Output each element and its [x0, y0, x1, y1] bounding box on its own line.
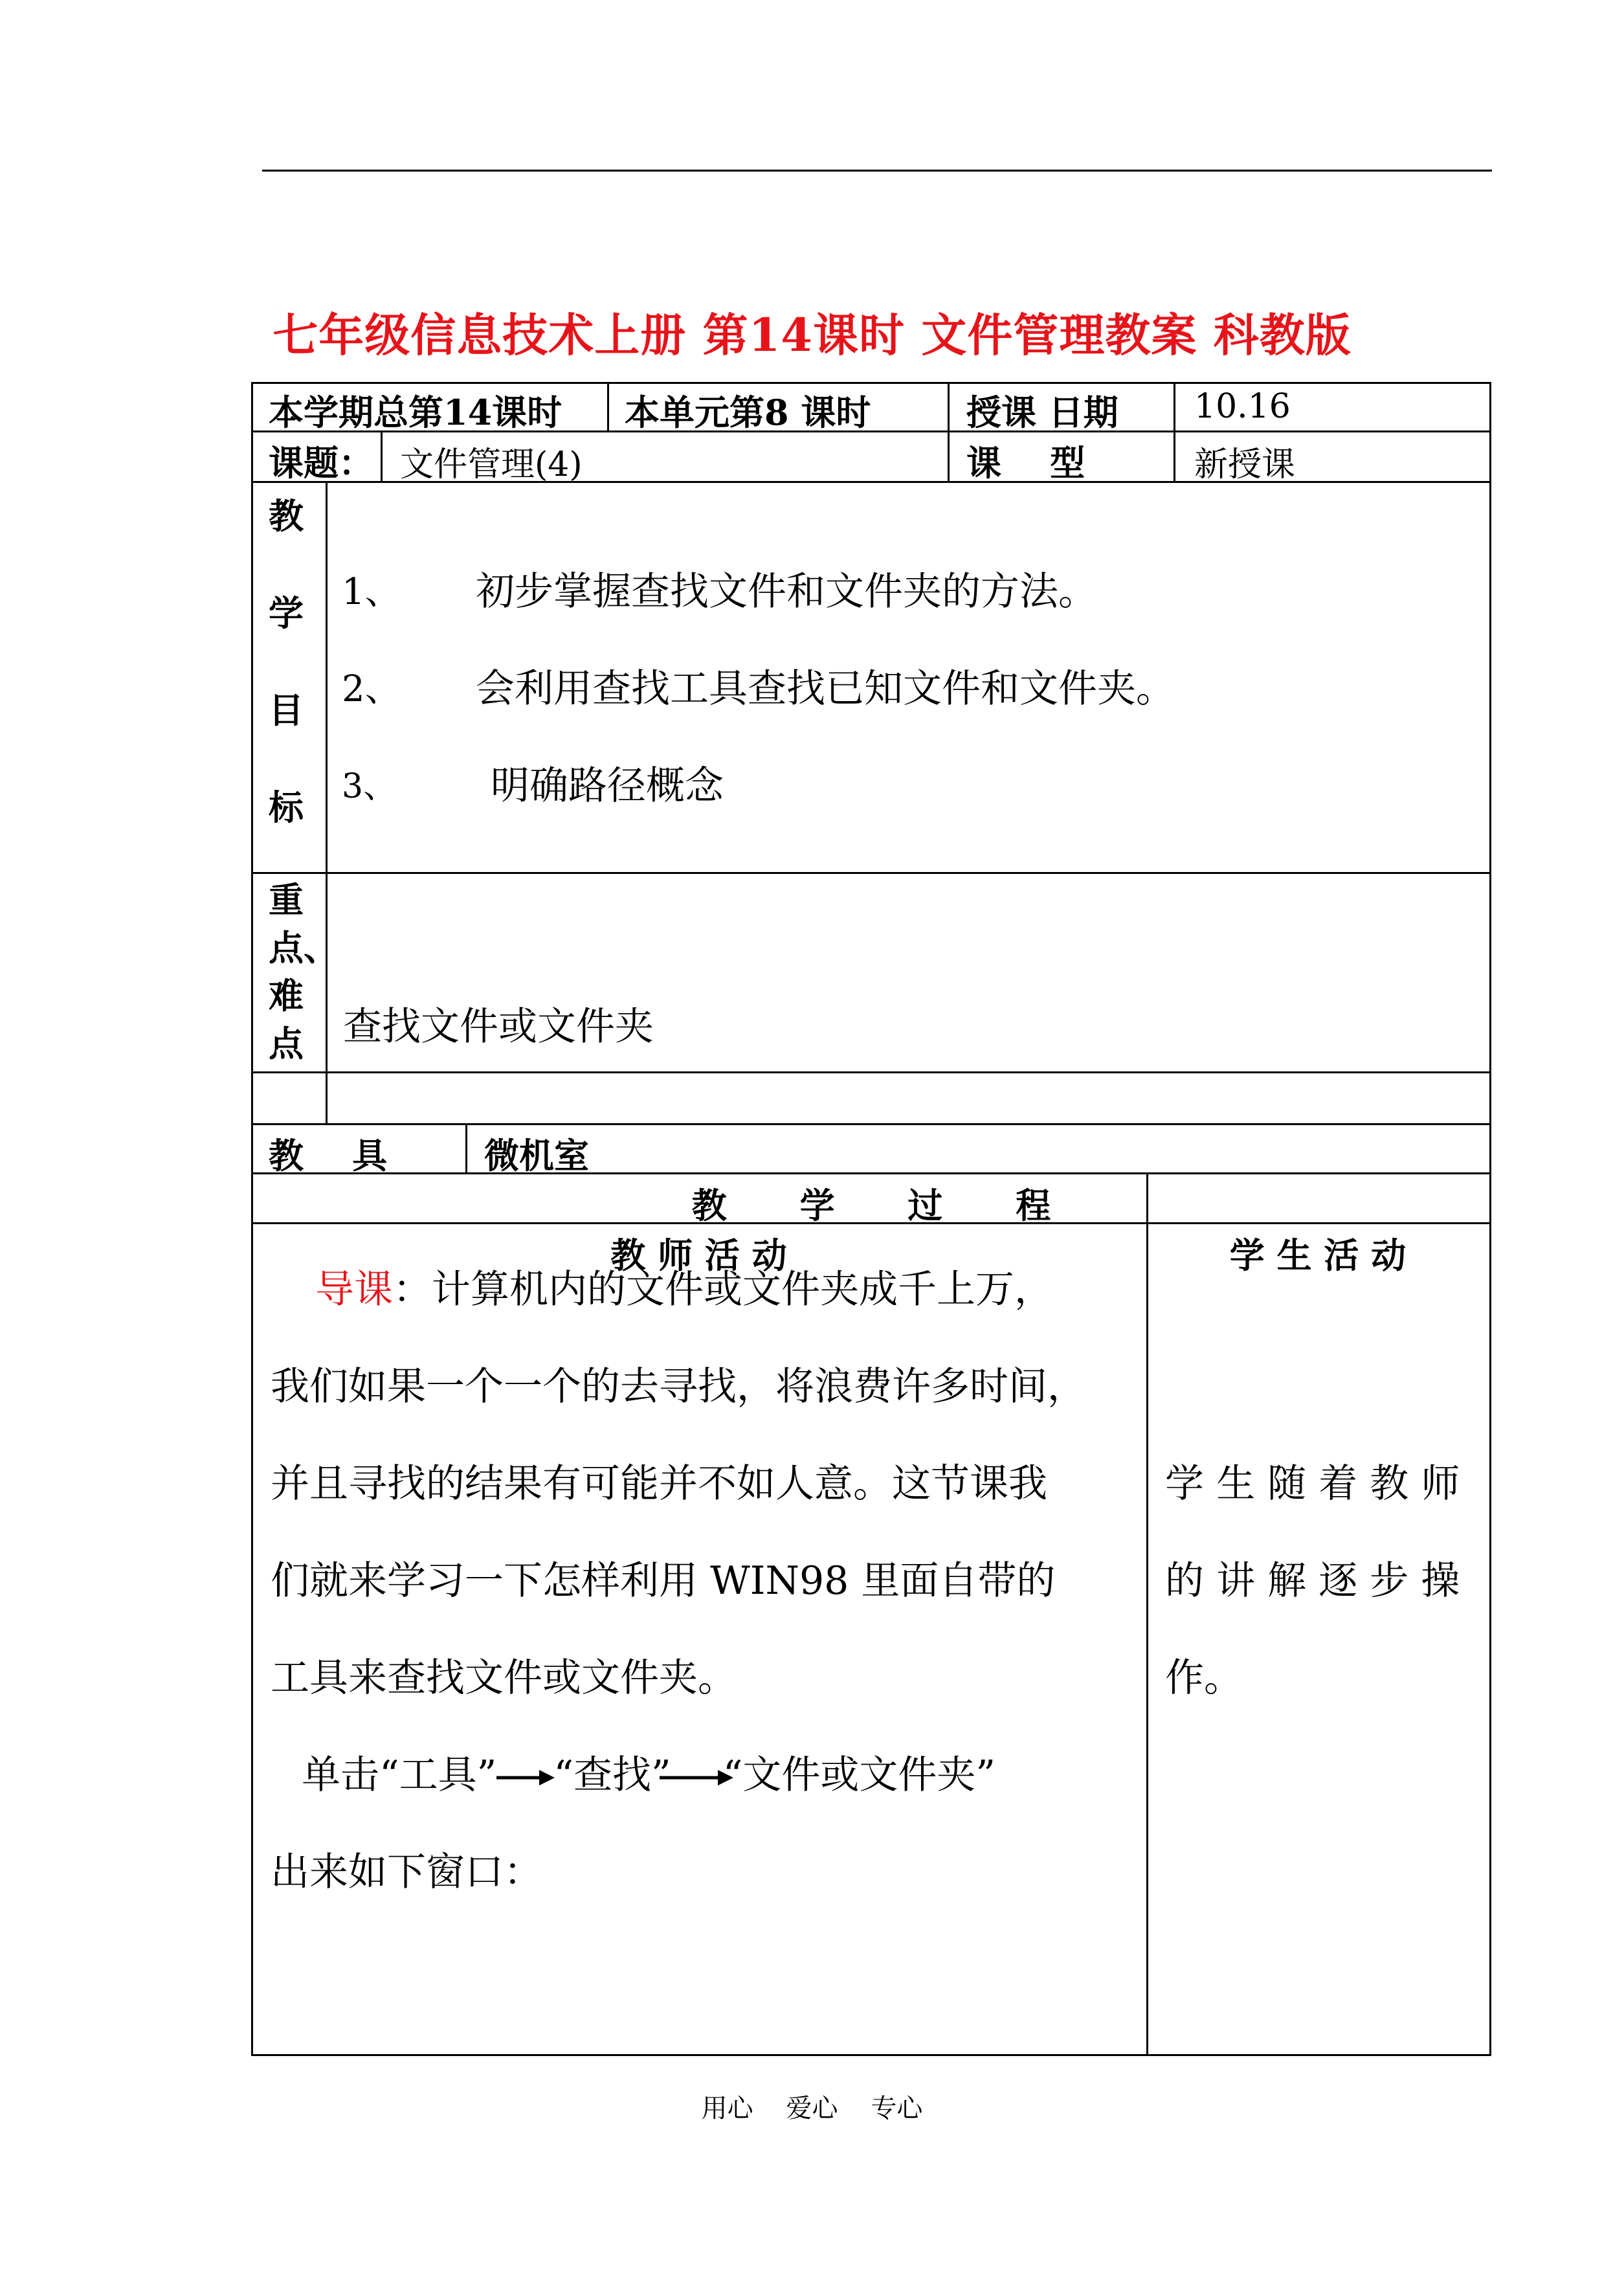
header-rule: [262, 170, 1492, 172]
step-file-or-folder: “文件或文件夹”: [722, 1752, 996, 1798]
table-line: [381, 431, 383, 482]
document-title: 七年级信息技术上册 第14课时 文件管理教案 科教版: [273, 308, 1351, 362]
teacher-activity-header: 教 师 活 动: [610, 1235, 787, 1276]
teacher-activity-line: 我们如果一个一个的去寻找，将浪费许多时间，: [271, 1364, 1086, 1409]
topic-label: 课题：: [269, 442, 373, 484]
objective-number: 2、: [342, 668, 401, 710]
teacher-activity-line: [315, 1257, 1053, 1322]
process-header: 教 学 过 程: [691, 1185, 1051, 1226]
objective-number: 3、: [342, 767, 397, 806]
objectives-label-char: 标: [269, 787, 304, 828]
objectives-label-char: 学: [269, 592, 304, 634]
objectives-label-char: 教: [269, 495, 304, 537]
objective-number: 1、: [342, 571, 401, 613]
student-activity-line: 作。: [1165, 1655, 1243, 1701]
key-points-label-line: 点、: [269, 927, 339, 968]
date-value: 10.16: [1194, 387, 1291, 426]
table-line: [251, 1123, 1491, 1125]
table-line: [251, 1071, 1491, 1073]
lead-in-text: ：计算机内的文件或文件夹成千上万，: [393, 1267, 1053, 1312]
student-activity-line: 学 生 随 着 教 师: [1165, 1461, 1460, 1506]
step-search: “查找”: [553, 1752, 671, 1798]
tools-label: 教 具: [269, 1135, 388, 1176]
total-lesson-label: 本学期总第14课时: [269, 392, 562, 433]
key-points-text: 查找文件或文件夹: [343, 1004, 654, 1049]
steps-line: [302, 1743, 996, 1807]
teacher-activity-line: 并且寻找的结果有可能并不如人意。这节课我: [271, 1461, 1047, 1506]
teacher-activity-line: 们就来学习一下怎样利用 WIN98 里面自带的: [271, 1558, 1056, 1604]
objective-text: 初步掌握查找文件和文件夹的方法。: [476, 569, 1097, 614]
lead-in-label: 导课: [315, 1267, 393, 1312]
key-points-label-line: 重: [269, 879, 304, 921]
unit-lesson-label: 本单元第8 课时: [625, 392, 871, 433]
objective-text: 会利用查找工具查找已知文件和文件夹。: [476, 666, 1175, 711]
table-line: [251, 872, 1491, 874]
table-line: [1174, 382, 1175, 483]
step-tools: “工具”: [379, 1752, 497, 1798]
topic-value: 文件管理(4): [400, 445, 583, 484]
table-line: [948, 382, 950, 483]
key-points-label-line: 点: [269, 1023, 304, 1064]
steps-prefix: 单击: [302, 1752, 379, 1798]
type-label: 课 型: [966, 442, 1085, 484]
table-line: [1146, 1172, 1148, 2056]
teacher-activity-line: 出来如下窗口：: [271, 1850, 542, 1895]
steps-line-clip: [253, 1743, 1145, 1814]
objectives-label-char: 目: [269, 689, 304, 731]
tools-value: 微机室: [484, 1135, 589, 1176]
table-line: [251, 2054, 1491, 2056]
table-line: [326, 481, 328, 1124]
table-line: [465, 1123, 467, 1174]
date-label: 授课 日期: [966, 392, 1118, 433]
table-line: [607, 382, 609, 432]
table-line: [251, 1172, 1491, 1174]
teacher-activity-line: 工具来查找文件或文件夹。: [271, 1655, 737, 1701]
student-activity-header: 学 生 活 动: [1229, 1235, 1407, 1276]
key-points-label-line: 难: [269, 975, 304, 1016]
type-value: 新授课: [1194, 445, 1296, 484]
student-activity-line: 的 讲 解 逐 步 操: [1165, 1558, 1460, 1604]
objective-text: 明确路径概念: [491, 763, 724, 809]
arrow-right-icon: [494, 1768, 556, 1787]
page-footer: 用心 爱心 专心: [701, 2094, 923, 2123]
table-line: [251, 382, 1491, 384]
